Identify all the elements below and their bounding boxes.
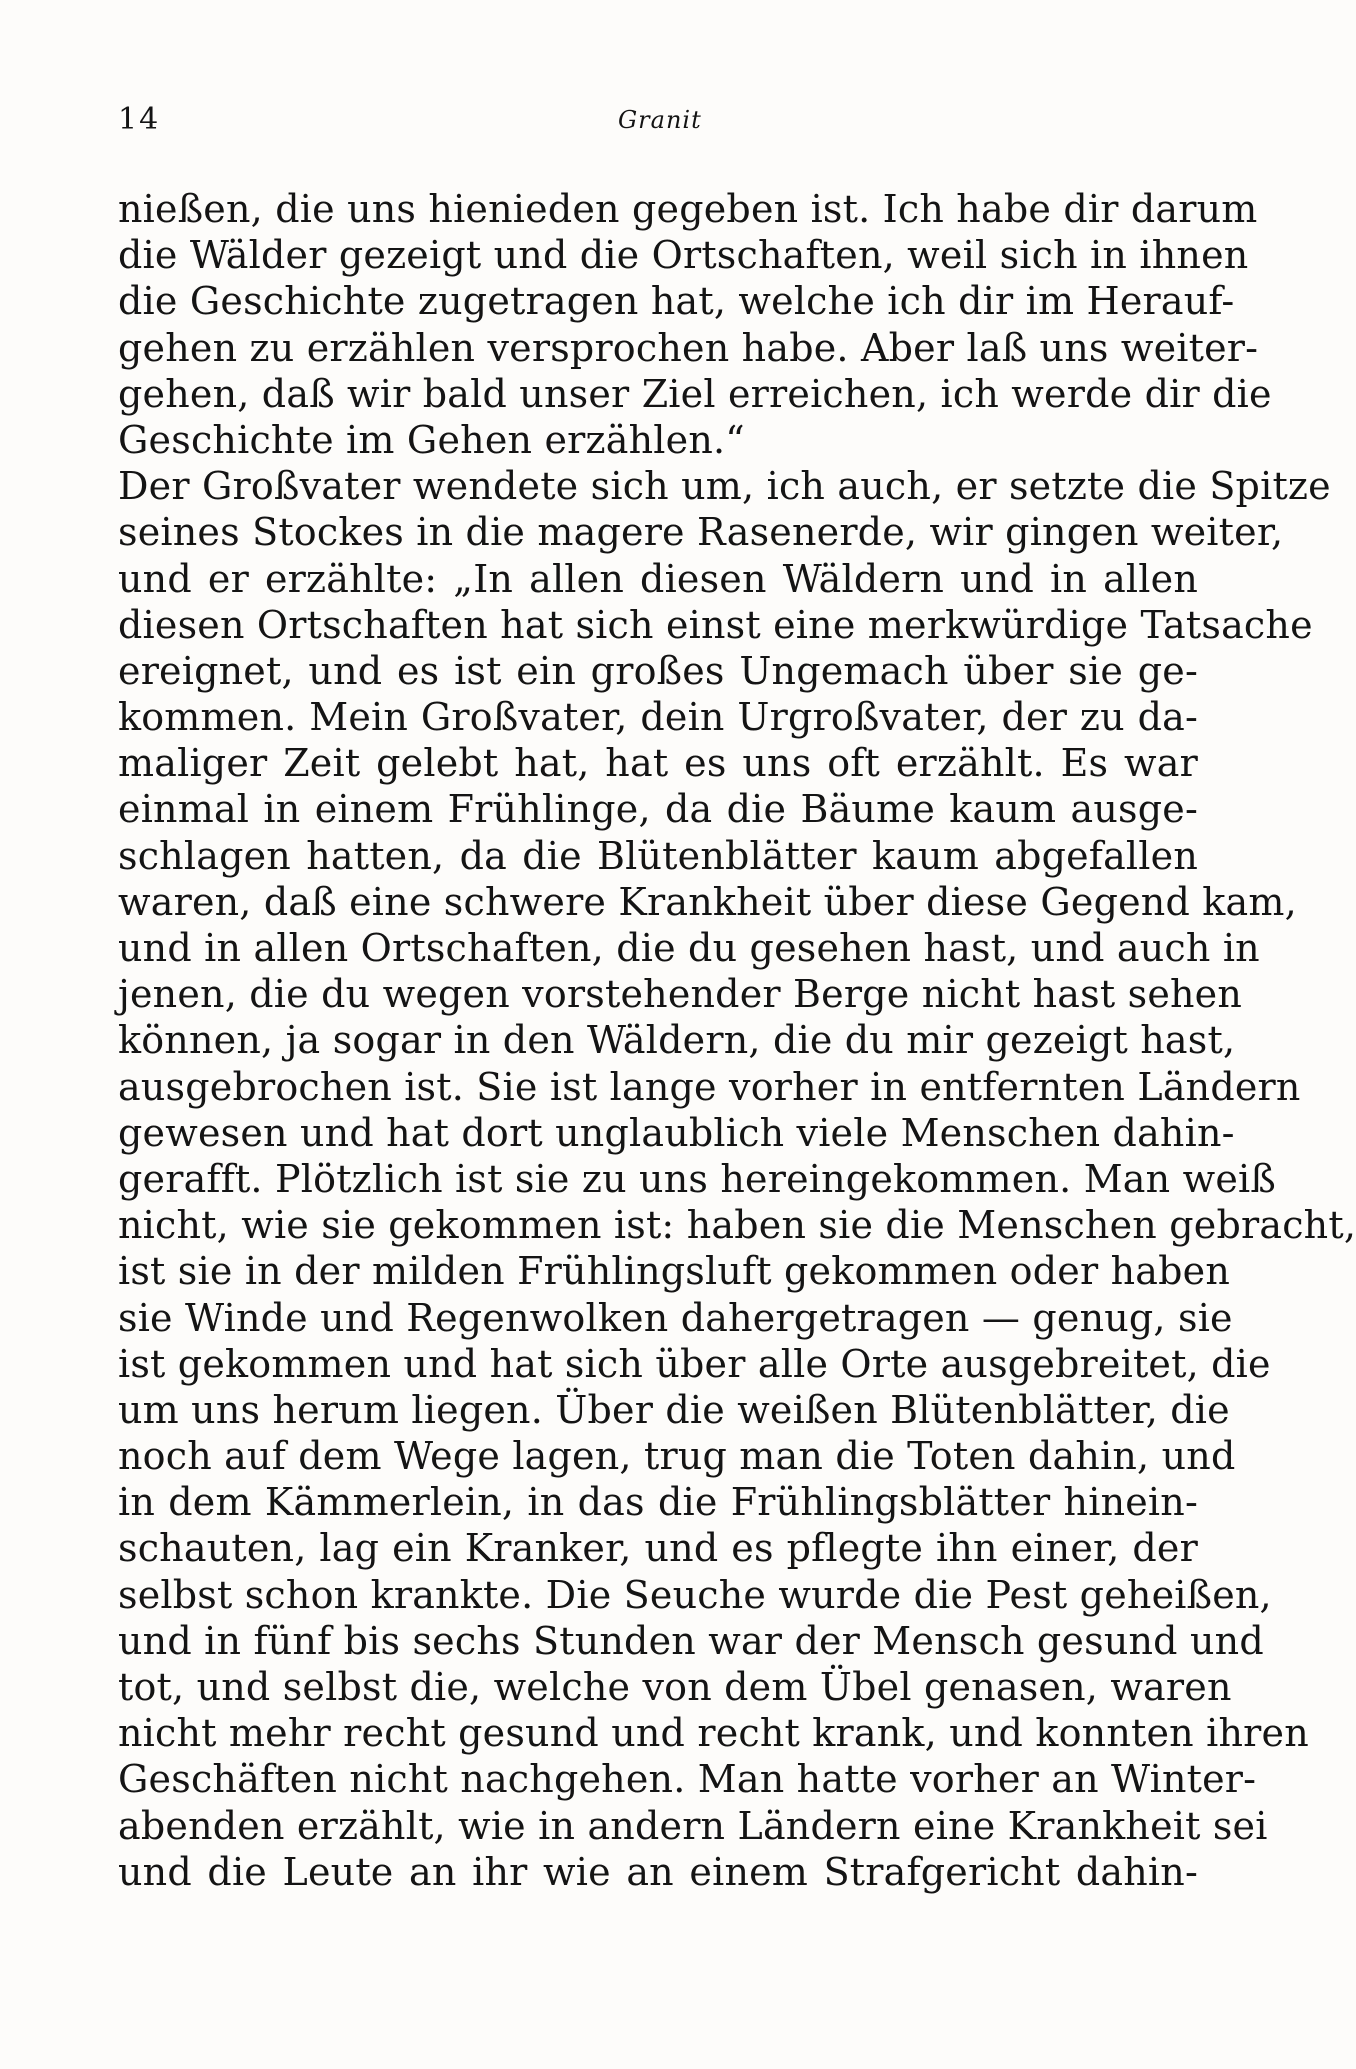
text-line: kommen. Mein Großvater, dein Urgroßvater, der zu da-	[118, 695, 1198, 740]
text-line: ereignet, und es ist ein großes Ungemach über sie ge-	[118, 648, 1198, 693]
text-line: diesen Ortschaften hat sich einst eine merkwürdige Tatsache	[118, 602, 1313, 647]
text-line: Der Großvater wendete sich um, ich auch, er setzte die Spitze	[118, 464, 1331, 509]
page-header	[118, 100, 1188, 140]
text-line: jenen, die du wegen vorstehender Berge nicht hast sehen	[118, 972, 1243, 1017]
text-line: und er erzählte: „In allen diesen Wäldern und in allen	[118, 556, 1198, 601]
page-number: 14	[118, 102, 161, 137]
text-line: nicht mehr recht gesund und recht krank, und konnten ihren	[118, 1711, 1309, 1756]
text-line: tot, und selbst die, welche von dem Übel genasen, waren	[118, 1665, 1232, 1709]
text-line: ausgebrochen ist. Sie ist lange vorher in entfernten Ländern	[118, 1064, 1301, 1109]
text-line: gewesen und hat dort unglaublich viele Menschen dahin-	[118, 1110, 1235, 1155]
text-line: in dem Kämmerlein, in das die Frühlingsblätter hinein-	[118, 1480, 1198, 1525]
text-line: nießen, die uns hienieden gegeben ist. Ich habe dir darum	[118, 187, 1258, 231]
body-text	[118, 186, 1356, 1895]
text-line: sie Winde und Regenwolken dahergetragen — genug, sie	[118, 1295, 1233, 1340]
text-line: gehen zu erzählen versprochen habe. Aber laß uns weiter-	[118, 325, 1259, 370]
text-line: ist gekommen und hat sich über alle Orte ausgebreitet, die	[118, 1341, 1271, 1386]
text-line: ist sie in der milden Frühlingsluft gekommen oder haben	[118, 1249, 1230, 1294]
text-line: schlagen hatten, da die Blütenblätter kaum abgefallen	[118, 833, 1198, 878]
text-line: waren, daß eine schwere Krankheit über diese Gegend kam,	[118, 879, 1297, 924]
text-line: noch auf dem Wege lagen, trug man die Toten dahin, und	[118, 1434, 1236, 1479]
text-line: maliger Zeit gelebt hat, hat es uns oft erzählt. Es war	[118, 741, 1198, 786]
text-line: seines Stockes in die magere Rasenerde, wir gingen weiter,	[118, 510, 1284, 555]
text-line: Geschichte im Gehen erzählen.“	[118, 417, 745, 462]
text-line: abenden erzählt, wie in andern Ländern eine Krankheit sei	[118, 1803, 1268, 1848]
text-line: nicht, wie sie gekommen ist: haben sie die Menschen gebracht,	[118, 1203, 1356, 1248]
text-line: gerafft. Plötzlich ist sie zu uns hereingekommen. Man weiß	[118, 1156, 1276, 1201]
text-line: die Wälder gezeigt und die Ortschaften, weil sich in ihnen	[118, 233, 1249, 278]
text-line: und in fünf bis sechs Stunden war der Mensch gesund und	[118, 1618, 1264, 1663]
text-line: die Geschichte zugetragen hat, welche ich dir im Herauf-	[118, 279, 1235, 324]
text-line: können, ja sogar in den Wäldern, die du mir gezeigt hast,	[118, 1018, 1236, 1063]
text-line: und in allen Ortschaften, die du gesehen hast, und auch in	[118, 926, 1260, 970]
text-line: schauten, lag ein Kranker, und es pflegte ihn einer, der	[118, 1526, 1198, 1571]
text-line: um uns herum liegen. Über die weißen Blütenblätter, die	[118, 1387, 1230, 1432]
text-line: gehen, daß wir bald unser Ziel erreichen, ich werde dir die	[118, 371, 1272, 416]
text-line: selbst schon krankte. Die Seuche wurde die Pest geheißen,	[118, 1572, 1272, 1617]
text-line: und die Leute an ihr wie an einem Strafgericht dahin-	[118, 1849, 1198, 1894]
text-line: Geschäften nicht nachgehen. Man hatte vorher an Winter-	[118, 1757, 1257, 1802]
text-line: einmal in einem Frühlinge, da die Bäume kaum ausge-	[118, 787, 1198, 832]
running-title: Granit	[618, 106, 702, 134]
